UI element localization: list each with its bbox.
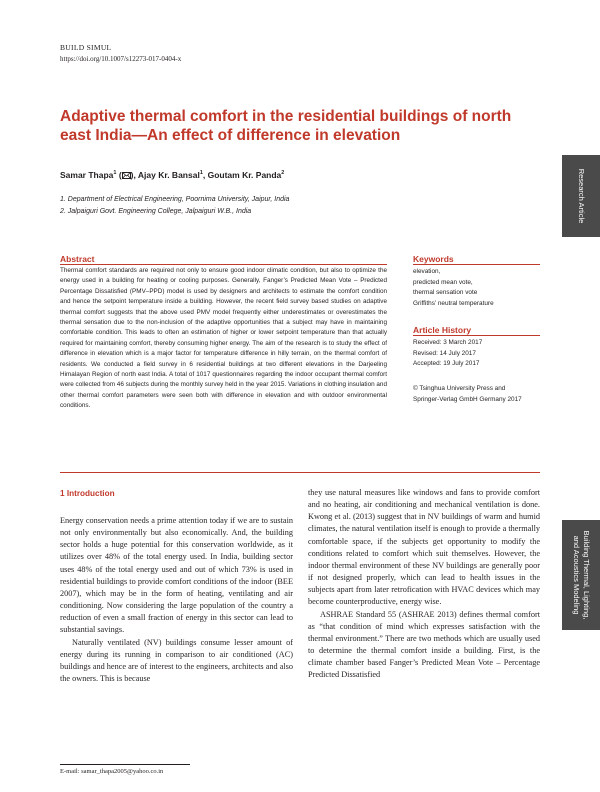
keywords-heading: Keywords [413,254,454,264]
intro-heading: 1 Introduction [60,489,115,498]
intro-left-column [60,515,293,685]
keyword-item: elevation, [413,268,441,275]
copyright-line-2: Springer-Verlag GmbH Germany 2017 [413,395,522,403]
abstract-rule [60,264,387,265]
intro-paragraph-4: ASHRAE Standard 55 (ASHRAE 2013) defines thermal comfort as “that condition of mind which expresses satisfaction with the thermal environment.” There are two methods which are usually used to determine the thermal comfort inside a building. First, is the climate chamber based Fanger’s Predicted Mean Vote – Percentage Predicted Dissatisfied [308,609,540,680]
doi-link[interactable]: https://doi.org/10.1007/s12273-017-0404-x [60,55,182,63]
research-article-tab [562,155,600,237]
research-article-label: Research Article [577,168,586,224]
author-name[interactable]: Samar Thapa [60,170,114,180]
intro-right-column [308,487,540,682]
journal-name: BUILD SIMUL [60,43,112,52]
abstract-heading: Abstract [60,254,95,264]
affiliation-2: 2. Jalpaiguri Govt. Engineering College, Jalpaiguri W.B., India [60,208,252,215]
copyright-line-1: © Tsinghua University Press and [413,385,506,392]
affil-mark: 2 [281,170,285,177]
footnote-rule [60,764,190,765]
intro-paragraph-2: Naturally ventilated (NV) buildings consume lesser amount of energy during its running in comparison to air conditioned (AC) buildings and hence are of interest to the engineers, architects and also the owners. This is because [60,637,293,684]
affil-mark: 1 [199,170,203,177]
email-envelope-icon[interactable] [122,172,131,179]
history-rule [413,335,540,336]
author-rest: , Goutam Kr. Panda [202,170,282,180]
author-rest: ), Ajay Kr. Bansal [130,170,200,180]
keyword-item: predicted mean vote, [413,278,473,286]
revised-date: Revised: 14 July 2017 [413,349,476,357]
affiliation-1: 1. Department of Electrical Engineering, Poornima University, Jaipur, India [60,196,290,203]
email-footnote[interactable]: E-mail: samar_thapa2005@yahoo.co.in [60,768,164,775]
author-line [60,170,284,180]
affil-mark: 1 [113,170,117,177]
accepted-date: Accepted: 19 July 2017 [413,360,480,367]
author-open-paren: ( [118,170,122,180]
article-title: Adaptive thermal comfort in the residential buildings of north east India—An effect of difference in elevation [60,108,512,144]
intro-paragraph-3: they use natural measures like windows and fans to provide comfort and no heating, air conditioning and mechanical ventilation is done. Kwong et al. (2013) suggest that in NV buildings of warm and humid climates, the natural ventilation itself is enough to provide a thermally comfortable space, if the subjects get opportunity to modify the conditions related to comfort which suit themselves. However, the indoor thermal environment of these NV buildings are generally poor if not designed properly, which can lead to health issues in the subjects apart from later retrofication with HVAC devices which may become counterproductive, energy wise. [308,488,540,607]
section-divider [60,472,540,473]
category-tab [562,520,600,630]
history-heading: Article History [413,325,472,335]
keyword-item: thermal sensation vote [413,289,478,296]
keywords-rule [413,264,540,265]
keyword-item: Griffiths’ neutral temperature [413,299,494,307]
intro-paragraph-1: Energy conservation needs a prime attention today if we are to sustain not only environmentally but also economically. And, the building sector holds a huge potential for this conservation worldwide, as it utilizes over 48% of the total energy used. In India, building sector uses 48% of the total energy used and out of which 73% is used in residential buildings to provide comfort conditions of the indoor (BEE 2007), which may be in the form of heating, ventilating and air conditioning. Now considering the large population of the country a reduction of even a small fraction of energy in this sector can lead to substantial savings. [60,516,293,635]
category-label: Building Thermal, Lighting, and Acoustics Modeling [572,530,591,620]
received-date: Received: 3 March 2017 [413,339,483,346]
abstract-text: Thermal comfort standards are required not only to ensure good indoor climatic condition, but also to optimize the energy used in a building for heating or cooling purposes. Generally, Fanger’s Predicted Mean Vote – Predicted Percentage Dissatisfied (PMV–PPD) model is used by designers and architects to estimate the comfort condition and hence the setpoint temperature inside a building. However, the recent field survey based studies on adaptive thermal comfort suggests that the above used PMV model frequently either underestimates or overestimates the thermal sensation due to the non-inclusion of the adaptive opportunities that a subject may have in maintaining comfortable condition. This leads to often an estimation of higher or lower setpoint temperature than that actually required for maintaining comfort, thereby consuming higher energy. The aim of the research is to study the effect of difference in elevation which is a major factor for temperature difference in hilly terrain, on the thermal comfort of residents. We conducted a field survey in 6 residential buildings at two different elevations in the Darjeeling Himalayan Region of north east India. A total of 1017 questionnaires regarding the indoor occupant thermal comfort were collected from 46 subjects during the monthly survey held in the year 2015. Variations in clothing insulation and other thermal comfort parameters were seen both with difference in elevation and with outdoor environmental conditions. [60,267,387,410]
